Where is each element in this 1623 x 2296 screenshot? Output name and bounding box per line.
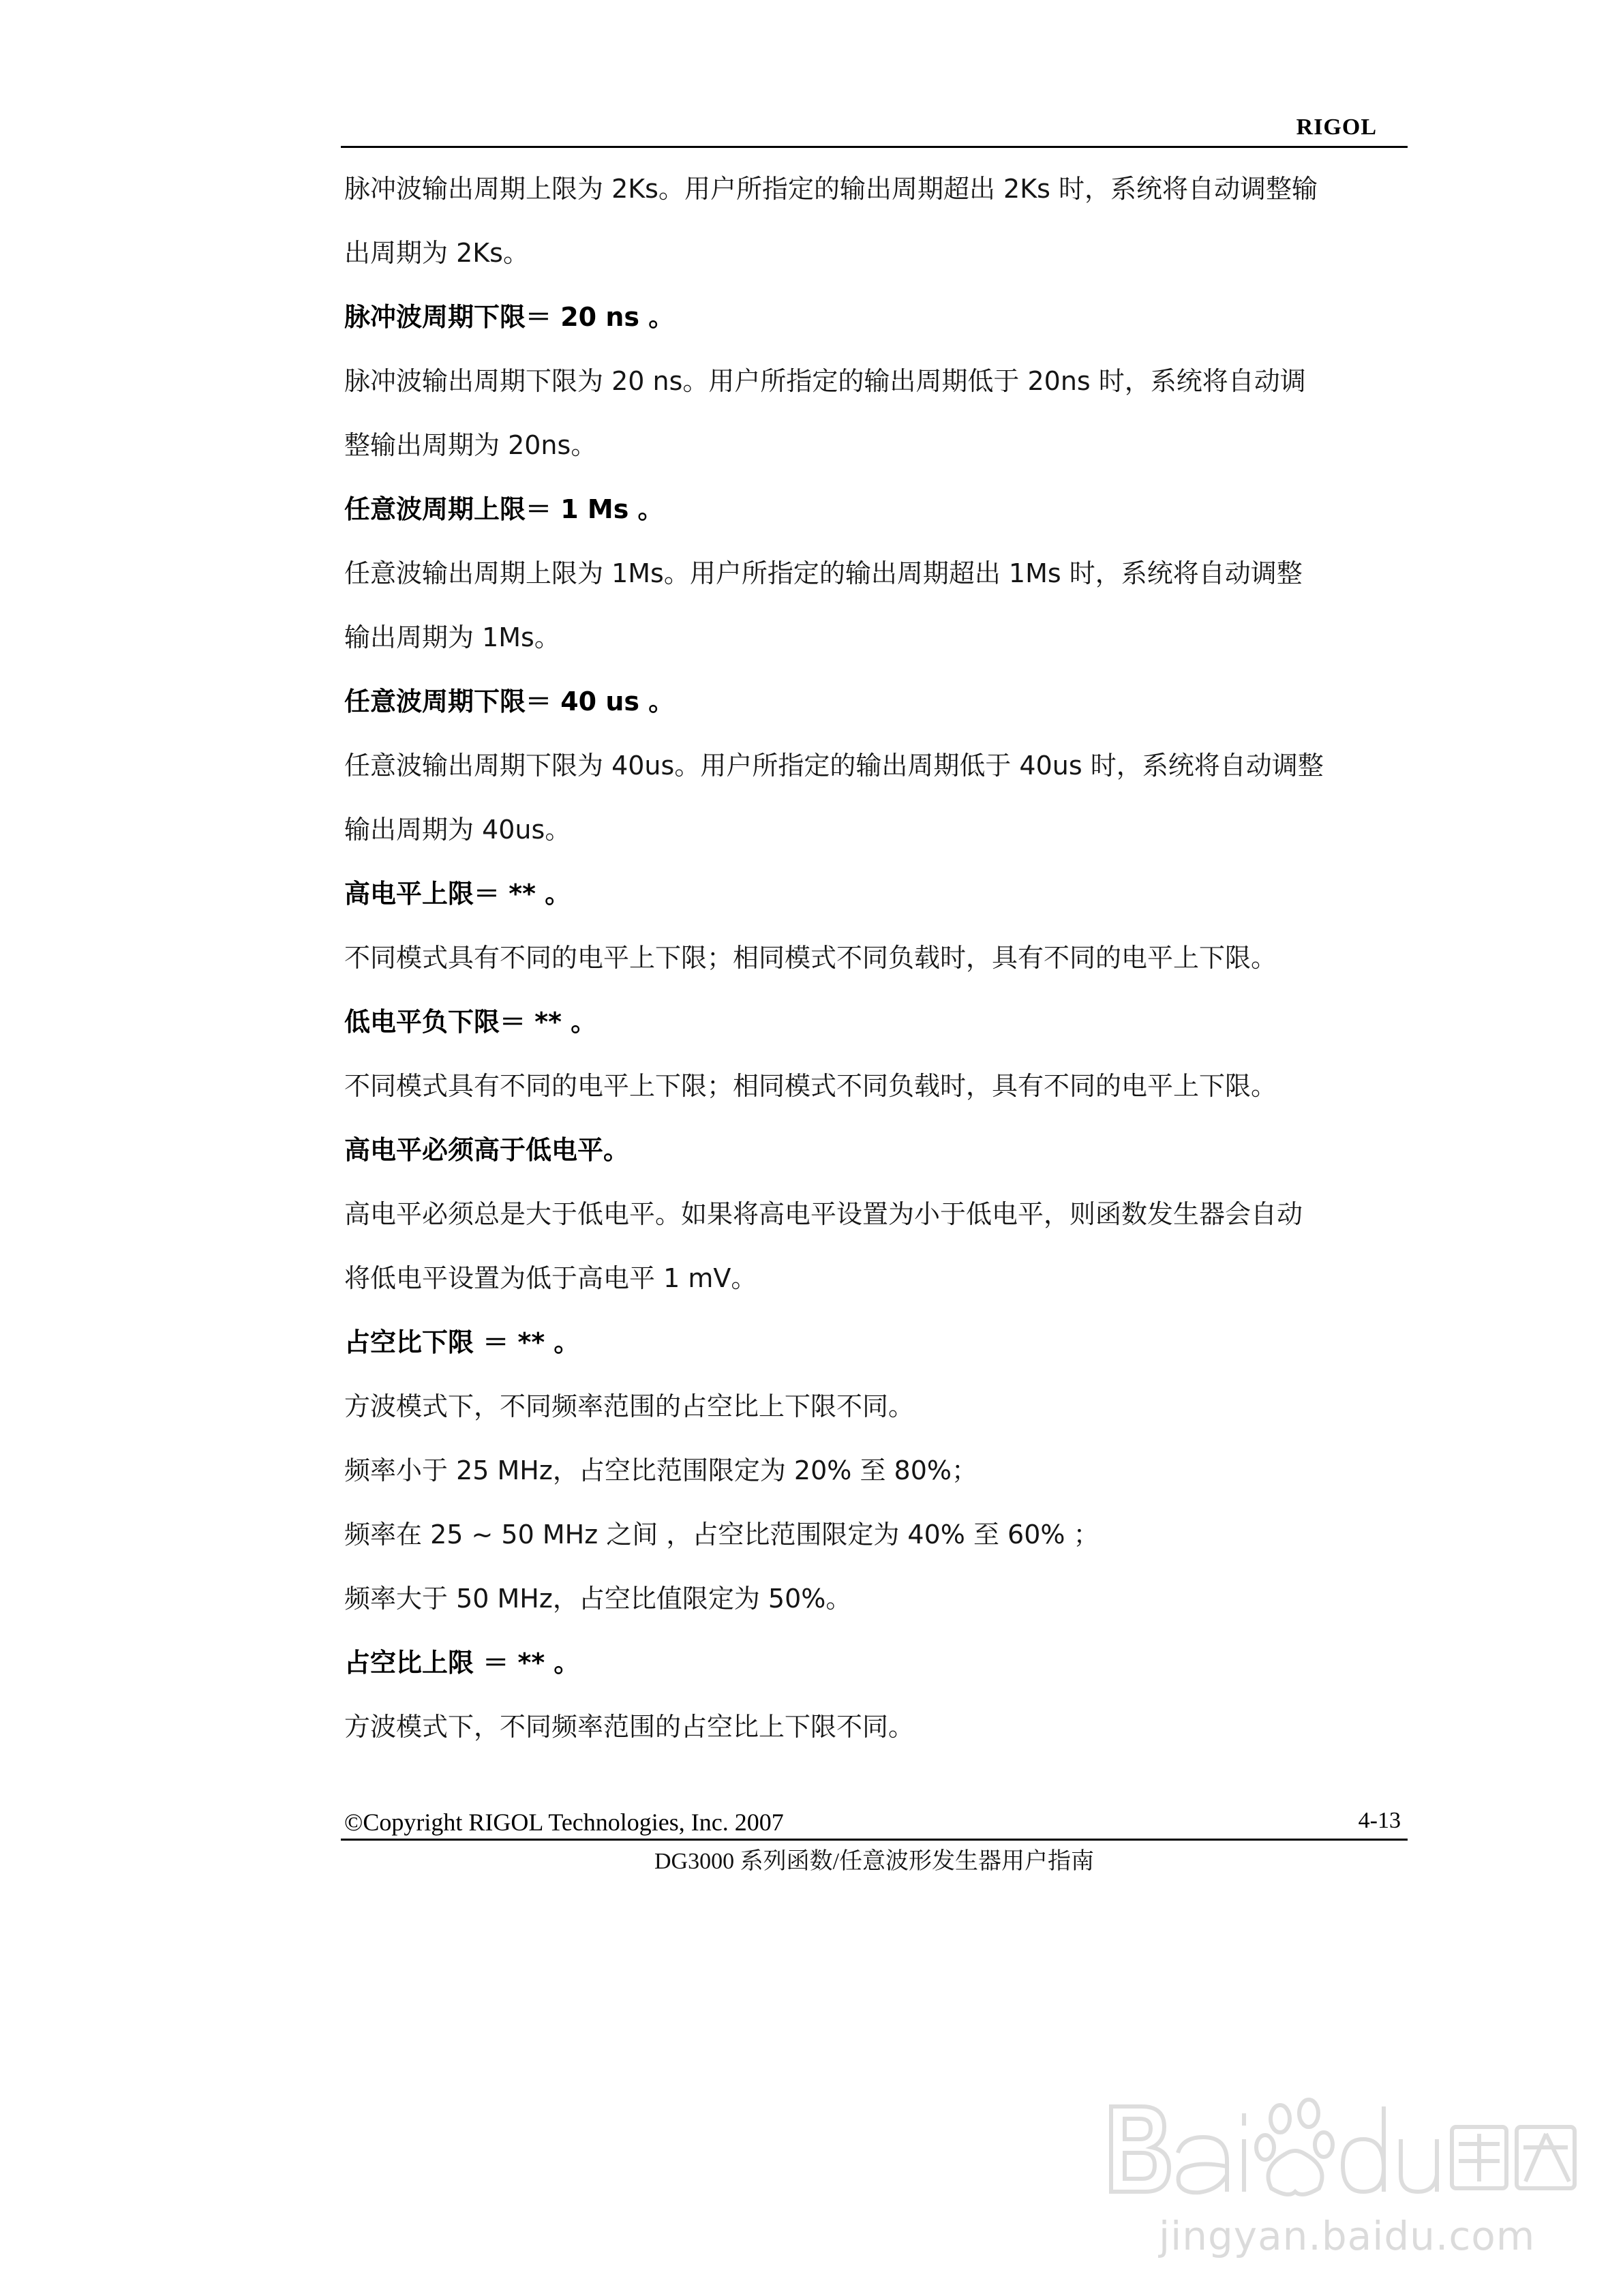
header-brand: RIGOL: [1296, 115, 1377, 140]
footer-rule: [341, 1839, 1408, 1841]
header-rule: [341, 146, 1408, 148]
baidu-logo-icon: [1097, 2079, 1588, 2216]
body-line: 高电平必须总是大于低电平。如果将高电平设置为小于低电平，则函数发生器会自动: [344, 1199, 1303, 1229]
body-line: 方波模式下，不同频率范围的占空比上下限不同。: [344, 1391, 915, 1421]
body-line: 频率小于 25 MHz，占空比范围限定为 20% 至 80%；: [344, 1455, 977, 1485]
body-line: 输出周期为 1Ms。: [344, 622, 560, 652]
body-line: 任意波输出周期下限为 40us。用户所指定的输出周期低于 40us 时，系统将自动调整: [344, 751, 1324, 781]
body-line: 出周期为 2Ks。: [344, 238, 529, 268]
body-line: 不同模式具有不同的电平上下限；相同模式不同负载时，具有不同的电平上下限。: [344, 1071, 1277, 1101]
body-line: 脉冲波输出周期上限为 2Ks。用户所指定的输出周期超出 2Ks 时，系统将自动调整输: [344, 174, 1318, 204]
watermark-url: jingyan.baidu.com: [1159, 2213, 1536, 2259]
body-text: [344, 164, 1408, 1766]
section-heading: 脉冲波周期下限＝ 20 ns 。: [344, 302, 675, 332]
section-heading: 低电平负下限＝ ** 。: [344, 1007, 597, 1037]
section-heading: 任意波周期上限＝ 1 Ms 。: [344, 494, 664, 524]
body-line: 频率在 25 ~ 50 MHz 之间 ，占空比范围限定为 40% 至 60% ；: [344, 1520, 1099, 1550]
body-line: 任意波输出周期上限为 1Ms。用户所指定的输出周期超出 1Ms 时，系统将自动调整: [344, 558, 1303, 588]
footer-manual-title: DG3000 系列函数/任意波形发生器用户指南: [654, 1849, 1095, 1874]
section-heading: 高电平上限＝ ** 。: [344, 879, 571, 909]
body-line: 输出周期为 40us。: [344, 815, 571, 845]
footer-copyright: ©Copyright RIGOL Technologies, Inc. 2007: [344, 1809, 784, 1836]
baidu-watermark: [1097, 2079, 1588, 2259]
section-heading: 占空比下限 ＝ ** 。: [344, 1327, 580, 1357]
body-line: 方波模式下，不同频率范围的占空比上下限不同。: [344, 1712, 915, 1742]
body-line: 频率大于 50 MHz，占空比值限定为 50%。: [344, 1584, 852, 1614]
body-line: 脉冲波输出周期下限为 20 ns。用户所指定的输出周期低于 20ns 时，系统将自动调: [344, 366, 1306, 396]
body-line: 不同模式具有不同的电平上下限；相同模式不同负载时，具有不同的电平上下限。: [344, 943, 1277, 973]
body-line: 整输出周期为 20ns。: [344, 430, 597, 460]
section-heading: 高电平必须高于低电平。: [344, 1135, 630, 1165]
section-heading: 占空比上限 ＝ ** 。: [344, 1648, 580, 1678]
footer-page-number: 4-13: [1358, 1808, 1401, 1833]
body-line: 将低电平设置为低于高电平 1 mV。: [344, 1263, 757, 1293]
section-heading: 任意波周期下限＝ 40 us 。: [344, 686, 675, 716]
